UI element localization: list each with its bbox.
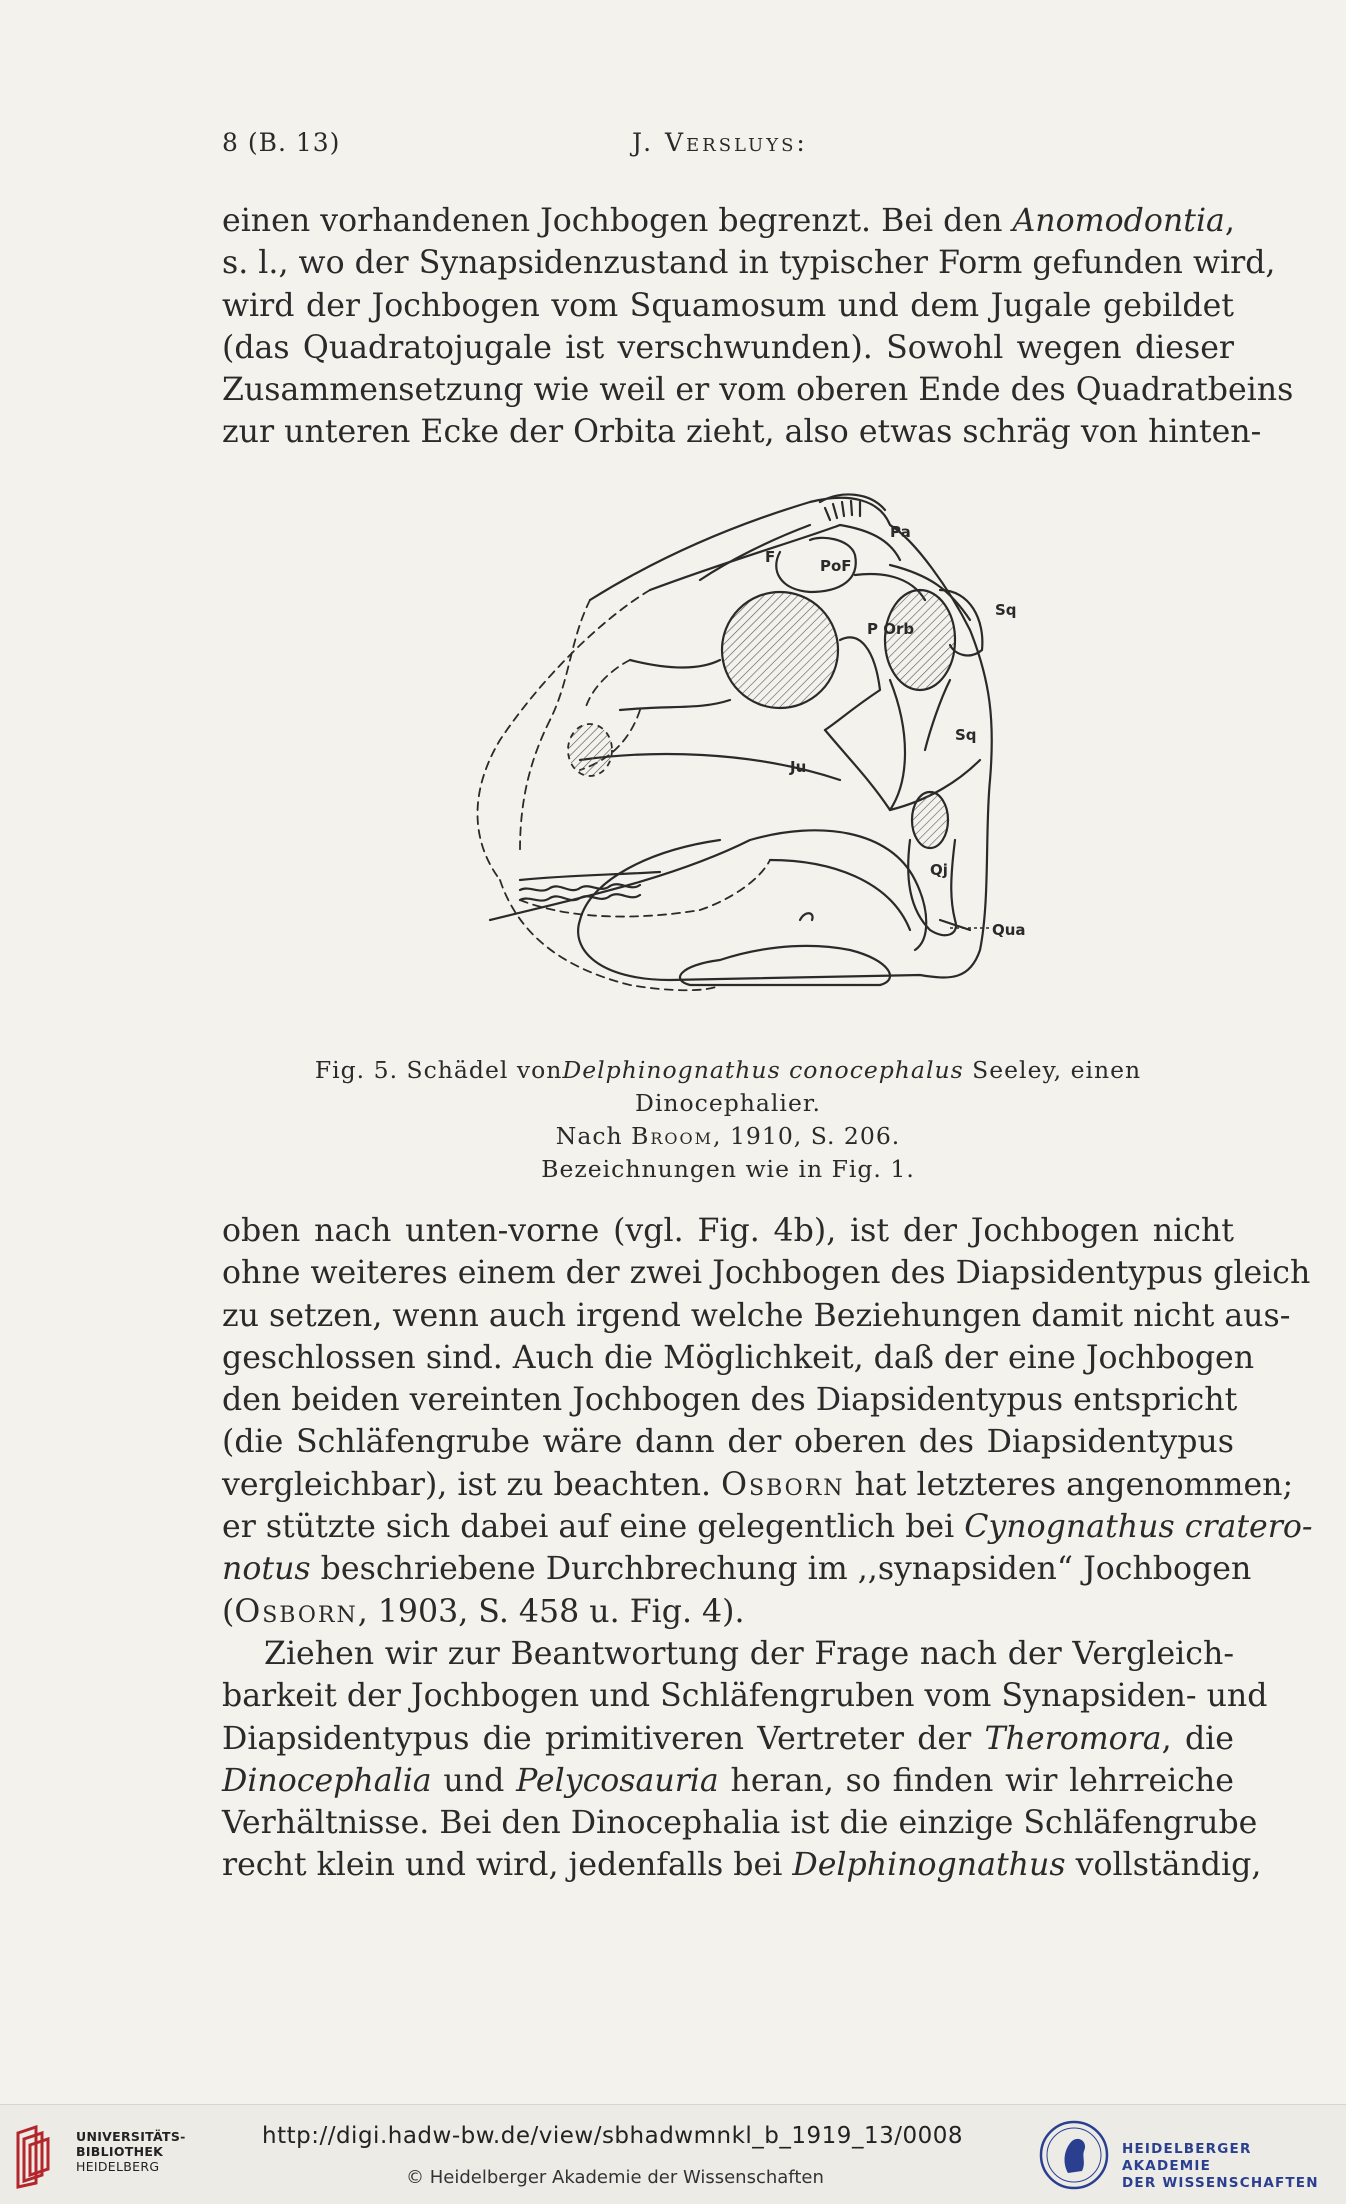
text-line: er stützte sich dabei auf eine gelegentlich bei Cynognathus cratero-: [222, 1509, 1313, 1546]
text-line: (die Schläfengrube wäre dann der oberen des Diapsidentypus: [222, 1424, 1234, 1461]
text-line: (das Quadratojugale ist verschwunden). Sowohl wegen dieser: [222, 329, 1234, 366]
skull-figure: [370, 480, 1090, 1040]
skull-outline: [578, 498, 992, 980]
university-library-name: UNIVERSITÄTS- BIBLIOTHEK HEIDELBERG: [76, 2129, 186, 2174]
label-f: F: [765, 548, 776, 566]
copyright-notice: © Heidelberger Akademie der Wissenschaften: [406, 2167, 824, 2188]
text-line: zu setzen, wenn auch irgend welche Beziehungen damit nicht aus-: [222, 1297, 1291, 1334]
text-line: notus beschriebene Durchbrechung im ,,synapsiden“ Jochbogen: [222, 1551, 1252, 1588]
text-line: recht klein und wird, jedenfalls bei Delphinognathus vollständig,: [222, 1847, 1262, 1884]
label-qj: Qj: [930, 861, 948, 879]
text-line: oben nach unten-vorne (vgl. Fig. 4b), ist der Jochbogen nicht: [222, 1213, 1234, 1249]
lower-jaw: [490, 830, 926, 950]
label-qua: Qua: [992, 921, 1026, 939]
text-line: Diapsidentypus die primitiveren Vertreter der Theromora, die: [222, 1720, 1234, 1757]
text-line: einen vorhandenen Jochbogen begrenzt. Bei den Anomodontia,: [222, 203, 1235, 239]
skull-drawing: [370, 480, 1090, 1040]
quadrate-opening: [912, 792, 948, 848]
text-line: barkeit der Jochbogen und Schläfengruben vom Synapsiden- und: [222, 1678, 1268, 1715]
running-header: [222, 128, 1232, 168]
text-line: Verhältnisse. Bei den Dinocephalia ist die einzige Schläfengrube: [222, 1805, 1258, 1842]
orbit: [722, 592, 838, 708]
text-line: den beiden vereinten Jochbogen des Diapsidentypus entspricht: [222, 1382, 1238, 1419]
text-line: (Osborn, 1903, S. 458 u. Fig. 4).: [222, 1593, 745, 1630]
text-line: geschlossen sind. Auch die Möglichkeit, daß der eine Jochbogen: [222, 1339, 1255, 1376]
label-ju: Ju: [790, 758, 807, 776]
text-line: Zusammensetzung wie weil er vom oberen Ende des Quadratbeins: [222, 372, 1294, 409]
caption-line-3: Bezeichnungen wie in Fig. 1.: [541, 1155, 915, 1183]
page-number: 8 (B. 13): [222, 128, 341, 157]
caption-line-1: Fig. 5. Schädel vonDelphinognathus conocephalus Seeley, einen Dinocephalier.: [314, 1056, 1142, 1117]
caption-line-2: Nach Broom, 1910, S. 206.: [555, 1122, 901, 1150]
text-line: Dinocephalia und Pelycosauria heran, so finden wir lehrreiche: [222, 1762, 1234, 1799]
label-porb: P Orb: [867, 620, 915, 638]
academy-seal-icon: [1038, 2119, 1110, 2191]
permalink-url[interactable]: http://digi.hadw-bw.de/view/sbhadwmnkl_b_1919_13/0008: [262, 2123, 963, 2149]
university-library-logo-icon: [14, 2125, 58, 2189]
text-line: ohne weiteres einem der zwei Jochbogen des Diapsidentypus gleich: [222, 1255, 1311, 1292]
temporal-opening: [885, 590, 955, 690]
running-head-author: J. Versluys:: [632, 128, 808, 157]
paragraph-1: [222, 200, 1294, 454]
nasal-opening: [568, 724, 612, 776]
paragraph-3: [222, 1633, 1268, 1887]
text-line: Ziehen wir zur Beantwortung der Frage nach der Vergleich-: [264, 1636, 1234, 1672]
label-sq-upper: Sq: [995, 601, 1017, 619]
text-line: wird der Jochbogen vom Squamosum und dem Jugale gebildet: [222, 287, 1234, 324]
label-pof: PoF: [820, 557, 852, 575]
academy-name: HEIDELBERGER AKADEMIE DER WISSENSCHAFTEN: [1122, 2141, 1319, 2191]
label-sq-lower: Sq: [955, 726, 977, 744]
label-pa: Pa: [890, 523, 911, 541]
figure-caption: [222, 1054, 1234, 1186]
text-line: s. l., wo der Synapsidenzustand in typischer Form gefunden wird,: [222, 245, 1276, 282]
text-line: zur unteren Ecke der Orbita zieht, also etwas schräg von hinten-: [222, 414, 1262, 451]
text-line: vergleichbar), ist zu beachten. Osborn hat letzteres angenommen;: [222, 1466, 1294, 1503]
footer-bar: [0, 2104, 1346, 2204]
paragraph-2: [222, 1210, 1313, 1633]
